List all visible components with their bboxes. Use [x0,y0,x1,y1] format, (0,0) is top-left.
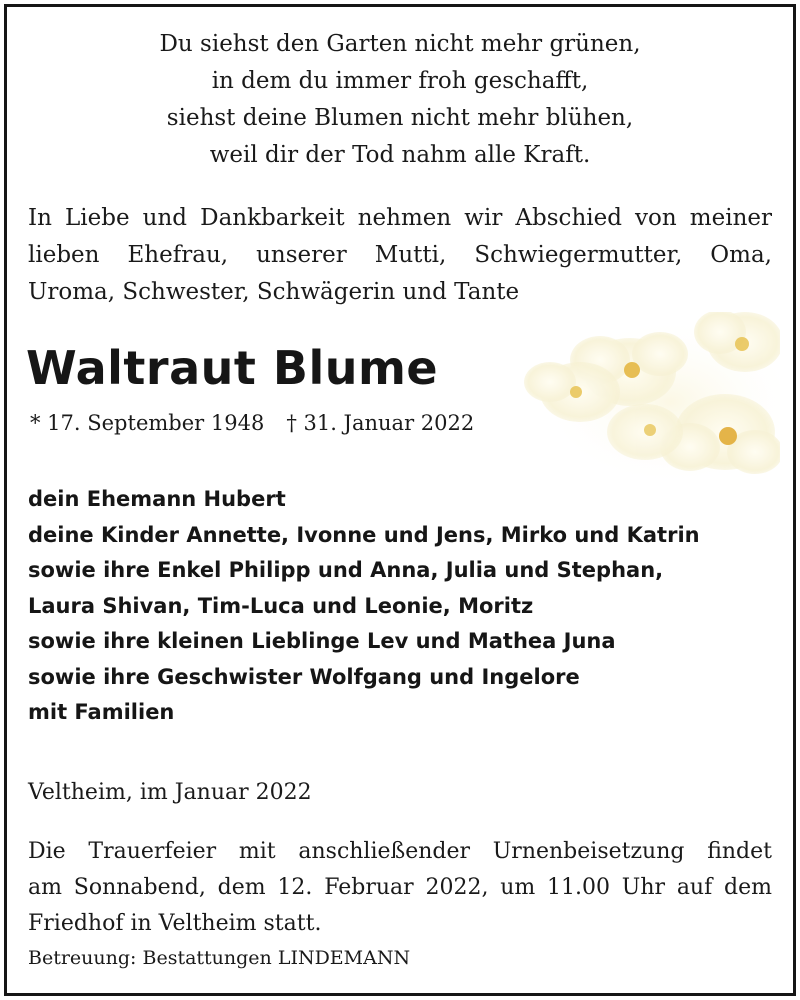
mourner-line: sowie ihre Geschwister Wolfgang und Ingelore [28,664,580,689]
poem-line: in dem du immer froh geschafft, [211,68,589,94]
intro-line: Uroma, Schwester, Schwägerin und Tante [28,279,520,305]
mourners-list [28,482,700,731]
intro-line: lieben Ehefrau, unserer Mutti, Schwiegermutter, Oma, [28,242,772,268]
funeral-home-credit: Betreuung: Bestattungen LINDEMANN [28,947,411,969]
mourner-line: sowie ihre kleinen Lieblinge Lev und Mathea Juna [28,629,616,653]
mourner-line: sowie ihre Enkel Philipp und Anna, Julia und Stephan, [28,558,664,582]
ceremony-line: am Sonnabend, dem 12. Februar 2022, um 11.00 Uhr auf dem [28,875,772,900]
mourner-line: Laura Shivan, Tim-Luca und Leonie, Moritz [28,593,534,618]
birth-date: * 17. September 1948 [30,411,265,435]
poem [0,26,800,174]
ceremony-line: Die Trauerfeier mit anschließender Urnenbeisetzung findet [28,839,772,864]
orchid-flowers-illustration [510,312,780,482]
poem-line: weil dir der Tod nahm alle Kraft. [209,142,591,168]
life-dates [30,408,474,438]
deceased-name: Waltraut Blume [26,341,439,395]
poem-line: siehst deine Blumen nicht mehr blühen, [166,105,634,131]
mourner-line: dein Ehemann Hubert [28,487,286,511]
death-date: † 31. Januar 2022 [286,411,475,435]
poem-line: Du siehst den Garten nicht mehr grünen, [159,31,641,57]
place-and-date: Veltheim, im Januar 2022 [28,780,312,805]
mourner-line: mit Familien [28,700,175,724]
ceremony-notice [28,834,772,942]
mourner-line: deine Kinder Annette, Ivonne und Jens, Mirko und Katrin [28,522,700,547]
ceremony-line: Friedhof in Veltheim statt. [28,911,322,936]
intro-line: In Liebe und Dankbarkeit nehmen wir Abschied von meiner [28,205,772,231]
farewell-intro [28,200,772,311]
